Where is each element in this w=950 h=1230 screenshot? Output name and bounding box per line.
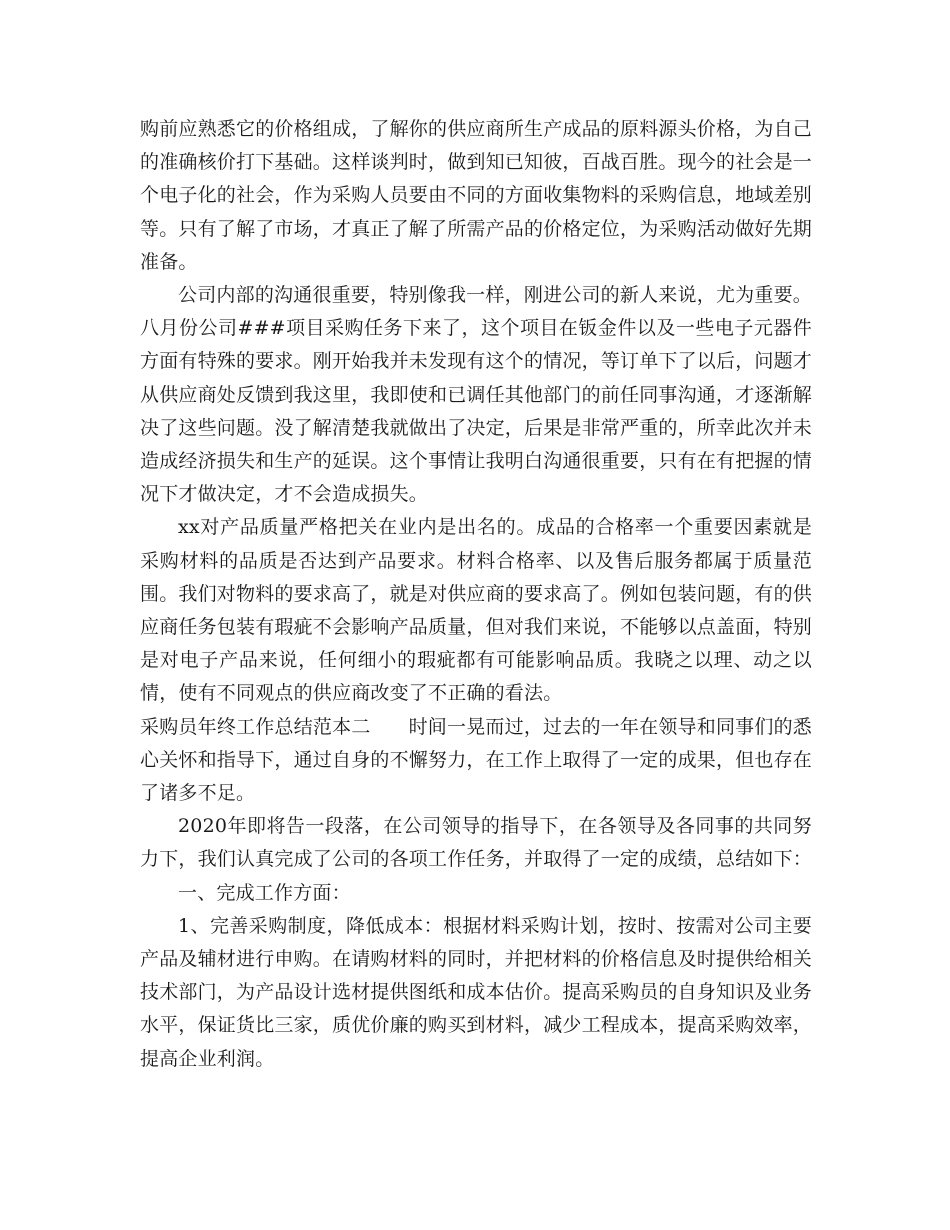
paragraph-internal-communication: 公司内部的沟通很重要，特别像我一样，刚进公司的新人来说，尤为重要。八月份公司###项目采购任务下来了，这个项目在钣金件以及一些电子元器件方面有特殊的要求。刚开始我并未发现有这个的情况，等订单下了以后，问题才从供应商处反馈到我这里，我即使和已调任其他部门的前任同事沟通，才逐渐解决了这些问题。没了解清楚我就做出了决定，后果是非常严重的，所幸此次并未造成经济损失和生产的延误。这个事情让我明白沟通很重要，只有在有把握的情况下才做决定，才不会造成损失。 bbox=[140, 284, 813, 506]
paragraph-procurement-system: 1、完善采购制度，降低成本：根据材料采购计划，按时、按需对公司主要产品及辅材进行申购。在请购材料的同时，并把材料的价格信息及时提供给相关技术部门，为产品设计选材提供图纸和成本估价。提高采购员的自身知识及业务水平，保证货比三家，质优价廉的购买到材料，减少工程成本，提高采购效率，提高企业利润。 bbox=[140, 914, 813, 1070]
document-page bbox=[140, 113, 812, 1076]
paragraph-work-heading: 一、完成工作方面： bbox=[178, 881, 351, 904]
paragraph-year-summary: 2020年即将告一段落，在公司领导的指导下，在各领导及各同事的共同努力下，我们认真完成了公司的各项工作任务，并取得了一定的成绩，总结如下： bbox=[140, 815, 813, 871]
paragraph-price-knowledge: 购前应熟悉它的价格组成，了解你的供应商所生产成品的原料源头价格，为自己的准确核价打下基础。这样谈判时，做到知已知彼，百战百胜。现今的社会是一个电子化的社会，作为采购人员要由不同的方面收集物料的采购信息，地域差别等。只有了解了市场，才真正了解了所需产品的价格定位，为采购活动做好先期准备。 bbox=[140, 118, 813, 273]
section-two-text: 时间一晃而过，过去的一年在领导和同事们的悉心关怀和指导下，通过自身的不懈努力，在工作上取得了一定的成果，但也存在了诸多不足。 bbox=[140, 715, 813, 805]
section-two-title: 采购员年终工作总结范本二 bbox=[140, 715, 371, 738]
section-two-intro bbox=[140, 711, 812, 811]
paragraph-quality-control: xx对产品质量严格把关在业内是出名的。成品的合格率一个重要因素就是采购材料的品质是否达到产品要求。材料合格率、以及售后服务都属于质量范围。我们对物料的要求高了，就是对供应商的要求高了。例如包装问题，有的供应商任务包装有瑕疵不会影响产品质量，但对我们来说，不能够以点盖面，特别是对电子产品来说，任何细小的瑕疵都有可能影响品质。我晓之以理、动之以情，使有不同观点的供应商改变了不正确的看法。 bbox=[140, 516, 813, 705]
